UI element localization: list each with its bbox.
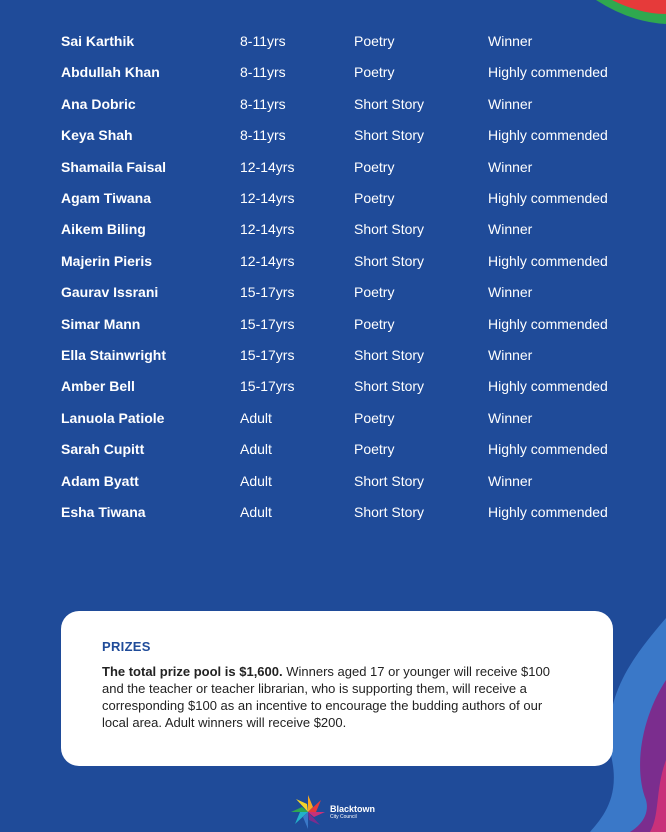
category: Short Story: [354, 504, 425, 520]
entrant-name: Shamaila Faisal: [61, 158, 167, 175]
age-group: 8-11yrs: [240, 64, 286, 81]
logo-subtitle: City Council: [330, 814, 357, 820]
entrant-name: Simar Mann: [61, 315, 141, 332]
prizes-card: [61, 611, 613, 766]
result: Winner: [488, 158, 533, 175]
age-group: Adult: [240, 504, 272, 520]
category: Poetry: [354, 190, 395, 206]
blacktown-logo: [289, 793, 389, 831]
results-row: [0, 410, 666, 430]
results-row: [0, 221, 666, 241]
category: Short Story: [354, 472, 425, 489]
age-group: 12-14yrs: [240, 221, 295, 238]
age-group: 12-14yrs: [240, 190, 295, 206]
entrant-name: Aikem Biling: [61, 221, 146, 238]
age-group: 12-14yrs: [240, 158, 295, 175]
entrant-name: Lanuola Patiole: [61, 409, 165, 426]
age-group: 8-11yrs: [240, 127, 286, 144]
entrant-name: Esha Tiwana: [61, 504, 146, 520]
category: Poetry: [354, 409, 395, 426]
category: Short Story: [354, 378, 425, 395]
entrant-name: Adam Byatt: [61, 472, 139, 489]
prizes-heading: PRIZES: [102, 639, 151, 654]
prizes-text: [102, 663, 562, 731]
results-row: [0, 96, 666, 116]
star-flower-logo-icon: [289, 793, 327, 831]
age-group: 15-17yrs: [240, 315, 295, 332]
category: Short Story: [354, 347, 425, 363]
category: Poetry: [354, 64, 395, 81]
result: Winner: [488, 409, 533, 426]
entrant-name: Amber Bell: [61, 378, 135, 395]
result: Winner: [488, 472, 533, 489]
result: Winner: [488, 95, 533, 112]
result: Winner: [488, 347, 533, 363]
results-row: [0, 33, 666, 53]
results-row: [0, 159, 666, 179]
category: Short Story: [354, 95, 425, 112]
result: Highly commended: [488, 441, 608, 458]
result: Highly commended: [488, 315, 608, 332]
result: Highly commended: [488, 252, 608, 269]
category: Poetry: [354, 33, 395, 49]
results-row: [0, 190, 666, 210]
entrant-name: Majerin Pieris: [61, 252, 153, 269]
results-row: [0, 127, 666, 147]
age-group: 15-17yrs: [240, 378, 295, 395]
results-row: [0, 347, 666, 367]
age-group: 8-11yrs: [240, 33, 286, 49]
result: Highly commended: [488, 378, 608, 395]
prize-details: Winners aged 17 or younger will receive $100 and the teacher or teacher librarian, who is supporting them, will receive a corresponding $100 as an incentive to encourage the budding authors of our local area. Adult winners will receive $200.: [102, 664, 550, 730]
entrant-name: Sarah Cupitt: [61, 441, 145, 458]
age-group: 15-17yrs: [240, 284, 295, 301]
results-row: [0, 441, 666, 461]
entrant-name: Sai Karthik: [61, 33, 135, 49]
results-row: [0, 284, 666, 304]
results-row: [0, 316, 666, 336]
age-group: Adult: [240, 441, 272, 458]
result: Winner: [488, 221, 533, 238]
results-row: [0, 378, 666, 398]
age-group: 15-17yrs: [240, 347, 295, 363]
category: Poetry: [354, 315, 395, 332]
category: Poetry: [354, 158, 395, 175]
entrant-name: Agam Tiwana: [61, 190, 151, 206]
category: Short Story: [354, 127, 425, 144]
result: Winner: [488, 33, 533, 49]
age-group: 12-14yrs: [240, 252, 295, 269]
result: Winner: [488, 284, 533, 301]
age-group: 8-11yrs: [240, 95, 286, 112]
prize-pool-lead: The total prize pool is $1,600.: [102, 664, 283, 679]
category: Poetry: [354, 284, 395, 301]
age-group: Adult: [240, 472, 272, 489]
logo-name: Blacktown: [330, 804, 376, 814]
category: Poetry: [354, 441, 395, 458]
entrant-name: Keya Shah: [61, 127, 133, 144]
results-row: [0, 473, 666, 493]
result: Highly commended: [488, 64, 608, 81]
results-row: [0, 64, 666, 84]
results-row: [0, 504, 666, 524]
category: Short Story: [354, 252, 425, 269]
result: Highly commended: [488, 127, 608, 144]
entrant-name: Ella Stainwright: [61, 347, 167, 363]
result: Highly commended: [488, 190, 608, 206]
category: Short Story: [354, 221, 425, 238]
entrant-name: Ana Dobric: [61, 95, 136, 112]
result: Highly commended: [488, 504, 608, 520]
results-row: [0, 253, 666, 273]
age-group: Adult: [240, 409, 272, 426]
entrant-name: Abdullah Khan: [61, 64, 160, 81]
entrant-name: Gaurav Issrani: [61, 284, 159, 301]
